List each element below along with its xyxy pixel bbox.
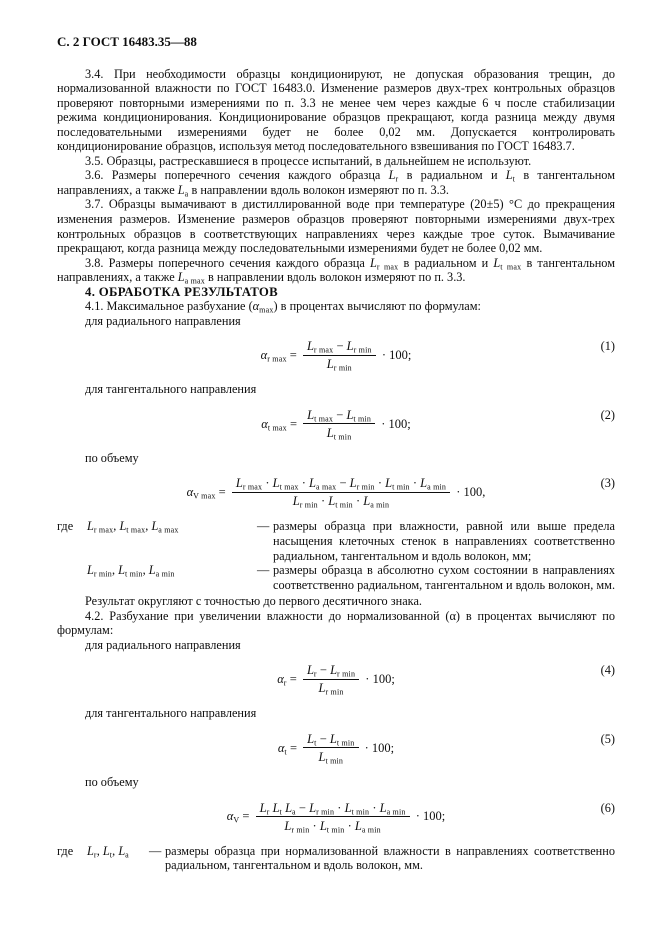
formula-1-numerator: $L_{r max} - L_{r min}$	[303, 339, 376, 356]
formula-2-expression	[261, 408, 410, 440]
definition-3-terms: $L_r$, $L_t$, $L_a$	[87, 843, 129, 859]
formula-3	[57, 473, 615, 511]
formula-1-tail: · 100;	[378, 348, 412, 363]
formula-2-numerator: $L_{t max} - L_{t min}$	[303, 408, 375, 425]
paragraph-4-2: 4.2. Разбухание при увеличении влажности до нормализованной (α) в процентах вычисляют по формулам:	[57, 608, 615, 638]
formula-1-expression	[261, 339, 412, 371]
formula-2-tail: · 100;	[378, 416, 411, 431]
formula-4-fraction	[303, 663, 359, 695]
definition-2-terms: $L_{r min}$, $L_{t min}$, $L_{a min}$	[87, 563, 175, 579]
formula-3-expression	[187, 476, 486, 508]
label-by-volume-1: по объему	[85, 450, 139, 465]
formula-5-number: (5)	[600, 731, 615, 746]
label-tangential-direction-1: для тангентального направления	[85, 382, 257, 397]
formula-2-number: (2)	[600, 407, 615, 422]
formula-2-lhs: $\alpha_{t max}$ =	[261, 416, 301, 433]
formula-1-fraction	[303, 339, 376, 371]
label-by-volume-2: по объему	[85, 774, 139, 789]
formula-5-fraction	[303, 732, 358, 764]
formula-6-fraction	[256, 801, 410, 833]
formula-4	[57, 660, 615, 698]
definition-3-text: размеры образца при нормализованной влажности в направлениях соответственно радиальном, тангентальном и вдоль волокон, мм.	[165, 843, 615, 873]
formula-2	[57, 405, 615, 443]
formula-6-expression	[227, 801, 445, 833]
where-label-2: где	[57, 843, 74, 858]
formula-5-expression	[278, 732, 394, 764]
definition-3-dash: —	[149, 843, 162, 858]
formula-3-tail: · 100,	[453, 485, 486, 500]
formula-1-lhs: $\alpha_{r max}$ =	[260, 348, 300, 364]
definitions-block-normalized	[57, 844, 615, 873]
formula-4-expression	[277, 663, 395, 695]
definition-2-spacer	[57, 563, 87, 592]
formula-5-numerator: $L_t - L_{t min}$	[303, 732, 358, 749]
formula-3-fraction	[232, 476, 450, 508]
section-4-heading: 4. ОБРАБОТКА РЕЗУЛЬТАТОВ	[85, 284, 278, 299]
paragraph-3-6: 3.6. Размеры поперечного сечения каждого образца $L_r$ в радиальном и $L_t$ в тангентальном направлениях, а также $L_a$ в направлении вдоль волокон измеряют по п. 3.3.	[57, 168, 615, 199]
definition-1-dash: —	[257, 519, 270, 534]
definition-2-text: размеры образца в абсолютно сухом состоянии в направлениях соответственно радиальном, тангентальном и вдоль волокон, мм.	[273, 563, 616, 592]
definition-1-terms: $L_{r max}$, $L_{t max}$, $L_{a max}$	[87, 519, 179, 535]
formula-4-denominator: $L_{r min}$	[318, 681, 344, 697]
paragraph-3-7: 3.7. Образцы вымачивают в дистиллированной воде при температуре (20±5) °С до прекращения изменения размеров. Изменение размеров образцов проверяют повторными измерениями двух-трех контрольных образцов в соответствующих направлениях через каждые трое суток. Вымачивание прекращают, когда разница между последовательными измерениями будет не более 0,02 мм.	[57, 197, 615, 256]
formula-3-denominator: $L_{r min} \cdot L_{t min} \cdot L_{a min}$	[292, 494, 390, 510]
where-label-1: где	[57, 519, 74, 534]
formula-3-numerator: $L_{r max} \cdot L_{t max} \cdot L_{a max} - L_{r min} \cdot L_{t min} \cdot L_{a min}$	[232, 476, 450, 493]
paragraph-4-1: 4.1. Максимальное разбухание $(\alpha_{max})$ в процентах вычисляют по формулам:	[85, 299, 481, 315]
formula-6-tail: · 100;	[412, 809, 446, 824]
formula-4-numerator: $L_r - L_{r min}$	[303, 663, 359, 680]
result-rounding-note: Результат округляют с точностью до первого десятичного знака.	[85, 594, 422, 609]
formula-1-denominator: $L_{r min}$	[326, 357, 352, 373]
definitions-block-max-min	[57, 519, 615, 592]
formula-4-tail: · 100;	[362, 672, 395, 687]
formula-2-fraction	[303, 408, 375, 440]
formula-1	[57, 336, 615, 374]
formula-6-lhs: $\alpha_V$ =	[226, 809, 253, 825]
paragraph-3-5: 3.5. Образцы, растрескавшиеся в процессе испытаний, в дальнейшем не используют.	[85, 153, 532, 168]
formula-3-lhs: $\alpha_{V max}$ =	[186, 485, 229, 501]
formula-6-number: (6)	[600, 800, 615, 815]
formula-6	[57, 798, 615, 836]
page-header: С. 2 ГОСТ 16483.35—88	[57, 34, 197, 49]
label-radial-direction-2: для радиального направления	[85, 637, 241, 652]
paragraph-3-8: 3.8. Размеры поперечного сечения каждого образца $L_{r max}$ в радиальном и $L_{t max}$ в тангентальном направлениях, а также $L_{a max}$ в направлении вдоль волокон измеряют по п. 3.3.	[57, 255, 615, 286]
formula-5-lhs: $\alpha_t$ =	[277, 740, 301, 757]
formula-5	[57, 729, 615, 767]
formula-4-lhs: $\alpha_r$ =	[277, 672, 300, 688]
label-tangential-direction-2: для тангентального направления	[85, 706, 257, 721]
definition-2-dash: —	[257, 563, 270, 578]
paragraph-3-4: 3.4. При необходимости образцы кондиционируют, не допуская образования трещин, до нормализованной влажности по ГОСТ 16483.0. Изменение размеров двух-трех контрольных образцов проверяют повторными измерениями по п. 3.3 не менее чем через каждые 6 ч после стабилизации режима кондиционирования. Кондиционирование образцов прекращают, когда разница между двумя последовательными измерениями будет не более 0,02 мм. Допускается контролировать кондиционирование образцов, используя метод последовательного взвешивания по ГОСТ 16483.7.	[57, 66, 615, 154]
formula-4-number: (4)	[600, 663, 615, 678]
label-radial-direction-1: для радиального направления	[85, 313, 241, 328]
formula-6-denominator: $L_{r min} \cdot L_{t min} \cdot L_{a min}$	[284, 818, 381, 834]
formula-1-number: (1)	[600, 339, 615, 354]
formula-5-denominator: $L_{t min}$	[318, 749, 344, 766]
definition-1-text: размеры образца при влажности, равной или выше предела насыщения клеточных стенок в направлениях соответственно радиальном, тангентальном и вдоль волокон, мм;	[273, 519, 615, 563]
formula-6-numerator: $L_r$ $L_t$ $L_a - L_{r min} \cdot L_{t min} \cdot L_{a min}$	[256, 801, 410, 818]
formula-2-denominator: $L_{t min}$	[326, 425, 352, 442]
formula-3-number: (3)	[600, 476, 615, 491]
formula-5-tail: · 100;	[361, 740, 395, 755]
